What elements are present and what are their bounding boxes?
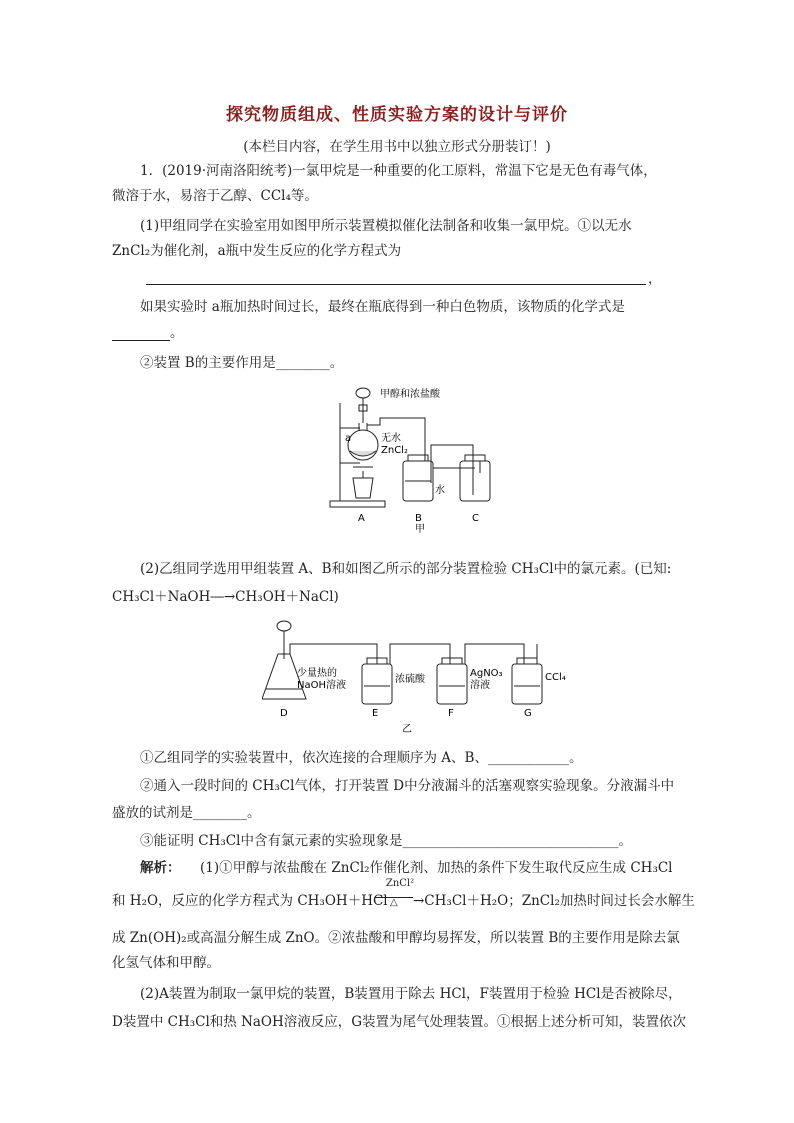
analysis-line6: D装置中 CH₃Cl和热 NaOH溶液反应，G装置为尾气处理装置。①根据上述分析可知，装置依次 (112, 1014, 687, 1030)
reaction-condition-bottom: △ (390, 897, 398, 908)
label-F: F (448, 708, 454, 719)
page-title: 探究物质组成、性质实验方案的设计与评价 (226, 105, 568, 125)
label-agno3: AgNO₃ (470, 668, 503, 679)
analysis-line3: 成 Zn(OH)₂或高温分解生成 ZnO。②浓盐酸和甲醇均易挥发，所以装置 B的主要作用是除去氯 (112, 930, 680, 946)
label-methanol-hcl: 甲醇和浓盐酸 (380, 389, 440, 400)
label-D: D (280, 708, 288, 719)
label-conc-h2so4: 浓硫酸 (395, 674, 425, 685)
analysis-line1: (1)①甲醇与浓盐酸在 ZnCl₂作催化剂、加热的条件下发生取代反应生成 CH₃Cl (200, 860, 673, 876)
q1-part2-line1: (2)乙组同学选用甲组装置 A、B和如图乙所示的部分装置检验 CH₃Cl中的氯元素。(已知: (140, 561, 672, 577)
q1-part1-line2: ZnCl₂为催化剂，a瓶中发生反应的化学方程式为 (112, 243, 402, 259)
label-water: 水 (435, 485, 445, 496)
analysis-line4: 化氢气体和甲醇。 (112, 955, 220, 971)
answer-blank-equation[interactable] (146, 270, 646, 285)
q1-intro-line2: 微溶于水，易溶于乙醇、CCl₄等。 (112, 188, 318, 204)
period: 。 (170, 325, 184, 341)
figure-caption-yi: 乙 (402, 724, 412, 735)
label-zncl2: ZnCl₂ (381, 445, 408, 456)
label-solution: 溶液 (470, 680, 490, 691)
q1-part1-line5: ②装置 B的主要作用是________。 (140, 355, 344, 371)
q1-sub-b-line1: ②通入一段时间的 CH₃Cl气体，打开装置 D中分液漏斗的活塞观察实验现象。分液漏斗中 (140, 778, 675, 794)
analysis-line2b: →CH₃Cl＋H₂O；ZnCl₂加热时间过长会水解生 (413, 893, 695, 909)
label-C: C (472, 513, 479, 524)
label-anhydrous: 无水 (381, 433, 401, 444)
analysis-line5: (2)A装置为制取一氯甲烷的装置，B装置用于除去 HCl，F装置用于检验 HCl是否被除尽， (140, 986, 682, 1002)
analysis-line2a: 和 H₂O，反应的化学方程式为 CH₃OH＋HCl (112, 893, 388, 909)
apparatus-figure-yi (262, 614, 572, 736)
label-G: G (524, 708, 532, 719)
figure-caption-jia: 甲 (415, 524, 425, 533)
analysis-label: 解析： (140, 860, 181, 876)
label-hot-naoh-1: 少量热的 (297, 668, 337, 679)
answer-blank-formula[interactable] (112, 326, 170, 341)
label-a: a (345, 433, 352, 444)
comma: ， (648, 271, 662, 287)
label-hot-naoh-2: NaOH溶液 (297, 680, 346, 691)
q1-part1-line1: (1)甲组同学在实验室用如图甲所示装置模拟催化法制备和收集一氯甲烷。①以无水 (140, 218, 632, 234)
q1-intro-line1: 1．(2019·河南洛阳统考)一氯甲烷是一种重要的化工原料，常温下它是无色有毒气体， (140, 163, 657, 179)
q1-part2-line2: CH₃Cl＋NaOH―→CH₃OH＋NaCl) (112, 589, 339, 605)
label-B: B (415, 513, 422, 524)
q1-sub-a: ①乙组同学的实验装置中，依次连接的合理顺序为 A、B、____________。 (140, 750, 583, 766)
q1-part1-line3: 如果实验时 a瓶加热时间过长，最终在瓶底得到一种白色物质，该物质的化学式是 (140, 299, 625, 315)
label-ccl4: CCl₄ (545, 672, 566, 683)
label-A: A (358, 513, 365, 524)
reaction-condition-top: ZnCl² (385, 878, 415, 889)
page-subtitle: (本栏目内容，在学生用书中以独立形式分册装订！) (243, 139, 551, 155)
label-E: E (372, 708, 379, 719)
q1-sub-b-line2: 盛放的试剂是________。 (112, 805, 261, 821)
q1-sub-c: ③能证明 CH₃Cl中含有氯元素的实验现象是________________________________。 (140, 833, 632, 849)
apparatus-figure-jia (325, 383, 495, 533)
